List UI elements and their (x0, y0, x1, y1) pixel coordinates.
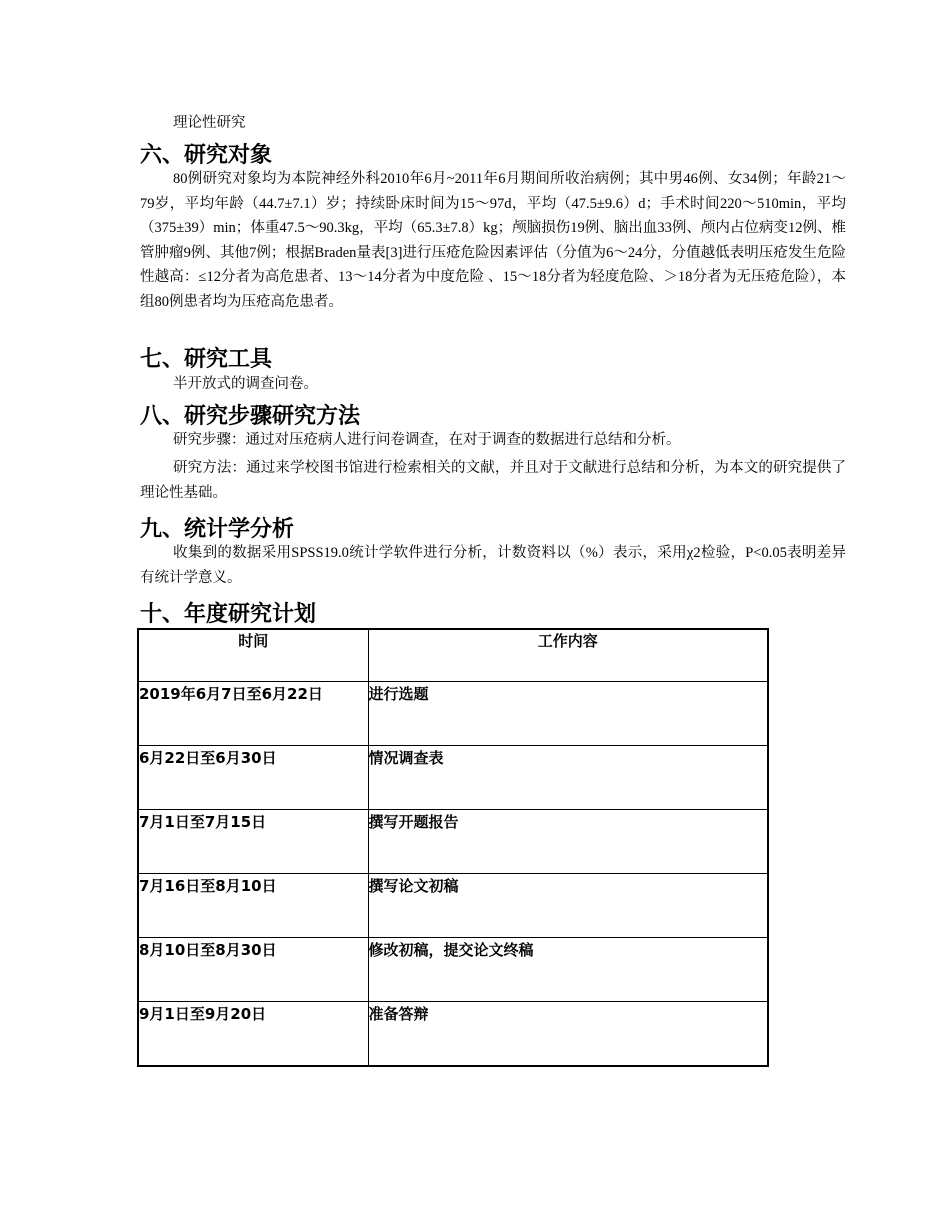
row-content: 撰写开题报告 (368, 813, 459, 831)
header-content: 工作内容 (368, 629, 768, 682)
row-time-cell (138, 746, 368, 810)
row-content-cell (368, 874, 768, 938)
row-time: 2019年6月7日至6月22日 (139, 685, 323, 703)
row-time: 7月1日至7月15日 (139, 813, 267, 831)
section-6-heading: 六、研究对象 (140, 143, 273, 168)
section-9-heading: 九、统计学分析 (140, 517, 295, 542)
row-time: 6月22日至6月30日 (139, 749, 277, 767)
table-row (138, 810, 768, 874)
table-row (138, 1002, 768, 1067)
table-header-row (138, 629, 768, 682)
section-6-body: 80例研究对象均为本院神经外科2010年6月~2011年6月期间所收治病例；其中男46例、女34例；年龄21～79岁，平均年龄（44.7±7.1）岁；持续卧床时间为15～97d，平均（47.5±9.6）d；手术时间220～510min，平均（375±39）min；体重47.5～90.3kg，平均（65.3±7.8）kg；颅脑损伤19例、脑出血33例、颅内占位病变12例、椎管肿瘤9例、其他7例；根据Braden量表[3]进行压疮危险因素评估（分值为6～24分，分值越低表明压疮发生危险性越高：≤12分者为高危患者、13～14分者为中度危险 、15～18分者为轻度危险、＞18分者为无压疮危险），本组80例患者均为压疮高危患者。 (140, 171, 846, 310)
section-8-heading: 八、研究步骤研究方法 (140, 404, 361, 429)
row-content: 进行选题 (368, 685, 429, 703)
row-time-cell (138, 1002, 368, 1067)
row-time: 9月1日至9月20日 (139, 1005, 267, 1023)
row-content-cell (368, 810, 768, 874)
section-8-steps: 研究步骤：通过对压疮病人进行问卷调查，在对于调查的数据进行总结和分析。 (173, 432, 681, 448)
row-time: 7月16日至8月10日 (139, 877, 277, 895)
row-content: 情况调查表 (368, 749, 444, 767)
section-10-heading: 十、年度研究计划 (140, 602, 317, 627)
row-content: 撰写论文初稿 (368, 877, 459, 895)
row-content-cell (368, 938, 768, 1002)
row-time-cell (138, 938, 368, 1002)
section-8-methods: 研究方法：通过来学校图书馆进行检索相关的文献，并且对于文献进行总结和分析，为本文的研究提供了理论性基础。 (140, 460, 846, 501)
row-time-cell (138, 682, 368, 746)
row-content-cell (368, 682, 768, 746)
section-7-heading: 七、研究工具 (140, 347, 273, 372)
table-row (138, 874, 768, 938)
table-row (138, 746, 768, 810)
row-content-cell (368, 746, 768, 810)
row-content: 准备答辩 (368, 1005, 429, 1023)
row-time: 8月10日至8月30日 (139, 941, 277, 959)
table-row (138, 682, 768, 746)
intro-line: 理论性研究 (173, 115, 246, 131)
row-time-cell (138, 874, 368, 938)
row-time-cell (138, 810, 368, 874)
section-9-body: 收集到的数据采用SPSS19.0统计学软件进行分析，计数资料以（%）表示，采用χ2检验，P<0.05表明差异有统计学意义。 (140, 545, 846, 586)
section-7-body: 半开放式的调查问卷。 (173, 376, 318, 392)
row-content-cell (368, 1002, 768, 1067)
header-time: 时间 (138, 629, 368, 682)
table-row (138, 938, 768, 1002)
row-content: 修改初稿，提交论文终稿 (368, 941, 534, 959)
annual-plan-table (137, 628, 769, 1067)
